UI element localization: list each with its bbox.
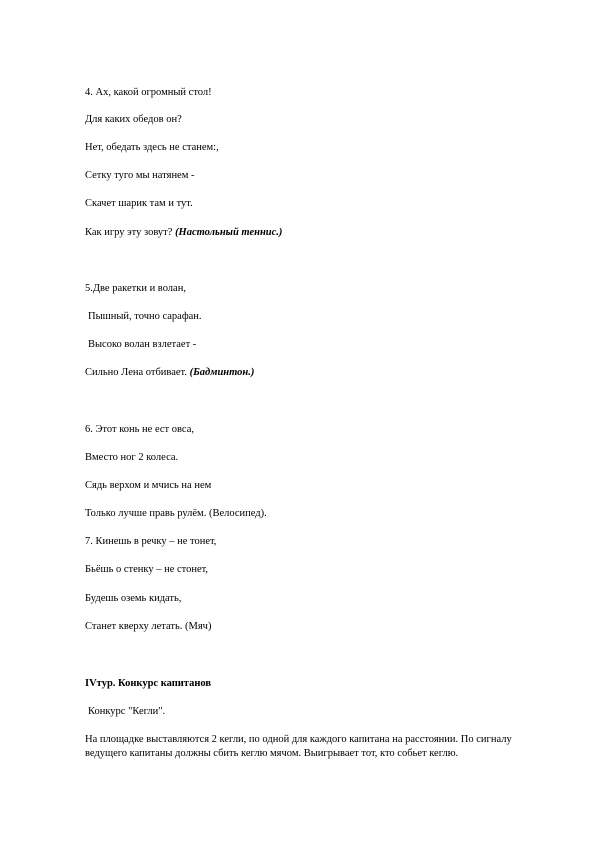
round-4-contest-title: Конкурс "Кегли". [88, 706, 166, 717]
round-4-description: На площадке выставляются 2 кегли, по одной для каждого капитана на расстоянии. По сигналу ведущего капитаны должны сбить кеглю мячом. Выигрывает тот, кто собьет кеглю. [85, 734, 512, 759]
riddle-4-line-1: 4. Ах, какой огромный стол! [85, 87, 212, 98]
riddle-5-line-4 [85, 366, 254, 380]
riddle-4-line-6 [85, 226, 282, 240]
riddle-4-question: Как игру эту зовут? [85, 227, 173, 238]
riddle-5-line-3: Высоко волан взлетает - [88, 339, 197, 350]
riddle-4-line-2: Для каких обедов он? [85, 114, 182, 125]
riddle-7-line-4: Станет кверху летать. (Мяч) [85, 621, 212, 632]
riddle-5-answer: (Бадминтон.) [189, 367, 255, 378]
riddle-5-line-2: Пышный, точно сарафан. [88, 311, 202, 322]
riddle-5-line-1: 5.Две ракетки и волан, [85, 283, 186, 294]
riddle-7-line-2: Бьёшь о стенку – не стонет, [85, 564, 209, 575]
riddle-7-line-3: Будешь оземь кидать, [85, 593, 182, 604]
round-4-heading: IVтур. Конкурс капитанов [85, 678, 212, 689]
riddle-6-line-1: 6. Этот конь не ест овса, [85, 424, 194, 435]
riddle-4-answer: (Настольный теннис.) [175, 227, 283, 238]
riddle-6-line-4: Только лучше правь рулём. (Велосипед). [85, 508, 267, 519]
riddle-4-line-4: Сетку туго мы натянем - [85, 170, 195, 181]
riddle-6-line-2: Вместо ног 2 колеса. [85, 452, 179, 463]
riddle-7-line-1: 7. Кинешь в речку – не тонет, [85, 536, 217, 547]
riddle-4-line-5: Скачет шарик там и тут. [85, 198, 193, 209]
riddle-5-text: Сильно Лена отбивает. [85, 367, 187, 378]
riddle-4-line-3: Нет, обедать здесь не станем:, [85, 142, 219, 153]
riddle-6-line-3: Сядь верхом и мчись на нем [85, 480, 212, 491]
